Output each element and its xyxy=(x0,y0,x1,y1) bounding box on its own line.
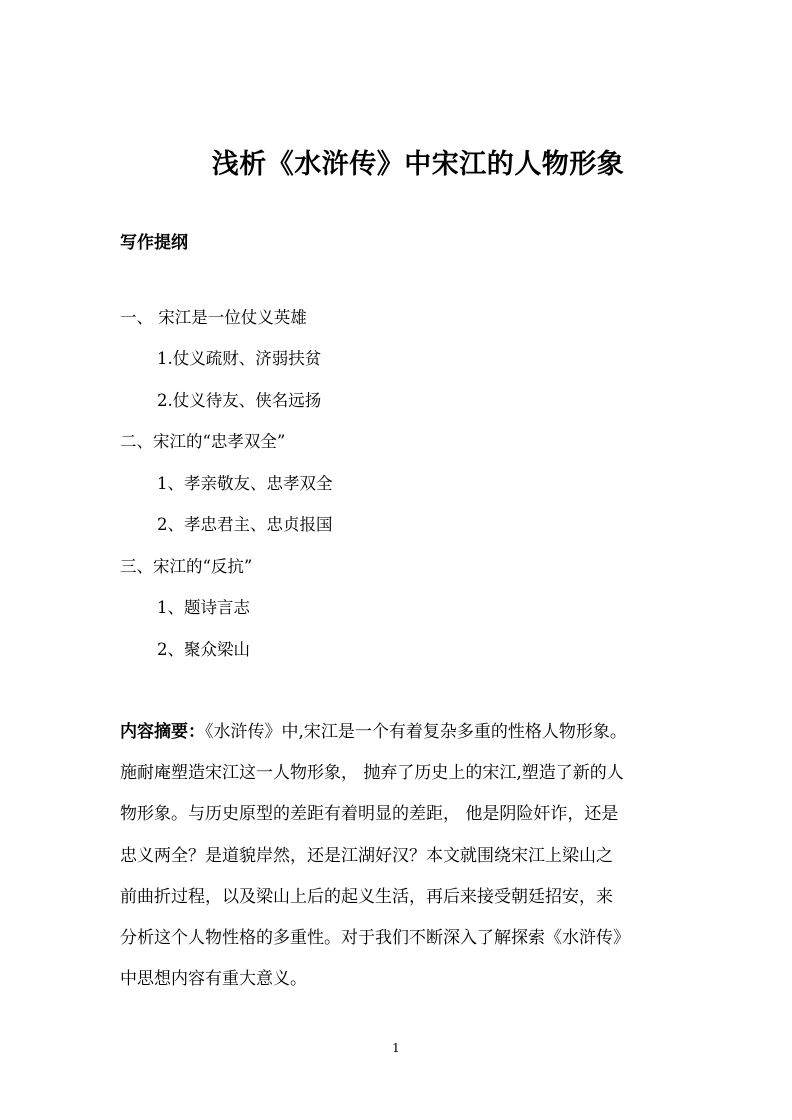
outline-subitem-3-2: 2、聚众梁山 xyxy=(157,640,250,659)
outline-subitem-3-1: 1、题诗言志 xyxy=(157,598,250,617)
abstract-line: 物形象。与历史原型的差距有着明显的差距， 他是阴险奸诈，还是 xyxy=(120,804,619,825)
abstract-label: 内容摘要： xyxy=(120,722,205,742)
abstract-line xyxy=(120,712,700,753)
abstract-line: 中思想内容有重大意义。 xyxy=(120,969,307,990)
abstract-line: 前曲折过程，以及梁山上后的起义生活，再后来接受朝廷招安，来 xyxy=(120,886,613,907)
abstract-line: 忠义两全？是道貌岸然，还是江湖好汉？本文就围绕宋江上梁山之 xyxy=(120,845,613,866)
abstract-line: 分析这个人物性格的多重性。对于我们不断深入了解探索《水浒传》 xyxy=(120,927,630,948)
abstract-line: 施耐庵塑造宋江这一人物形象， 抛弃了历史上的宋江,塑造了新的人 xyxy=(120,763,624,784)
page-number: 1 xyxy=(392,1041,400,1055)
page-title: 浅析《水浒传》中宋江的人物形象 xyxy=(211,149,625,180)
abstract-paragraph xyxy=(120,712,700,1000)
outline-subitem-2-2: 2、孝忠君主、忠贞报国 xyxy=(157,515,333,534)
outline-heading: 写作提纲 xyxy=(120,233,188,253)
abstract-text: 《水浒传》中,宋江是一个有着复杂多重的性格人物形象。 xyxy=(205,722,627,742)
outline-item-3: 三、宋江的“反抗” xyxy=(120,557,253,576)
outline-subitem-2-1: 1、孝亲敬友、忠孝双全 xyxy=(157,474,333,493)
outline-item-1: 一、 宋江是一位仗义英雄 xyxy=(120,308,307,327)
outline-subitem-1-1: 1.仗义疏财、济弱扶贫 xyxy=(157,349,322,368)
outline-item-2: 二、宋江的“忠孝双全” xyxy=(120,432,286,451)
outline-subitem-1-2: 2.仗义待友、侠名远扬 xyxy=(157,391,322,410)
